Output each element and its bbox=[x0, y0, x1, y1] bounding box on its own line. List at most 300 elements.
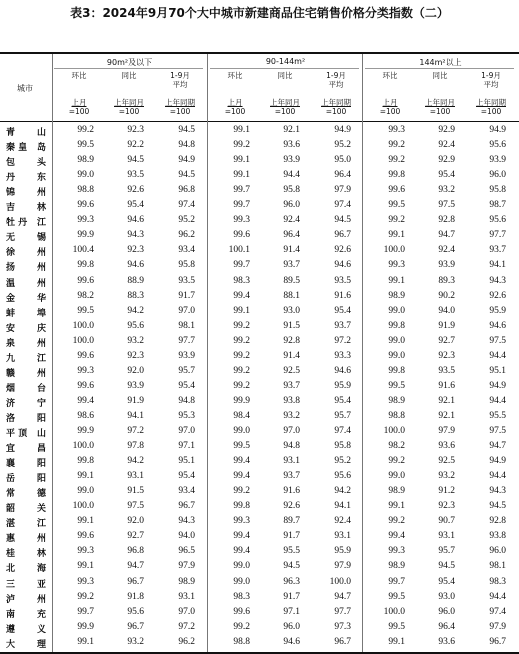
table-row bbox=[0, 304, 519, 319]
table-row bbox=[0, 605, 519, 620]
index-value: 94.9 bbox=[489, 456, 506, 467]
city-name bbox=[0, 351, 50, 363]
city-name-part: 州 bbox=[36, 263, 46, 274]
city-name-part: 南 bbox=[6, 609, 16, 620]
index-value: 98.1 bbox=[178, 320, 195, 331]
index-value: 99.1 bbox=[77, 561, 94, 572]
index-value: 96.2 bbox=[178, 636, 195, 647]
city-name-part: 州 bbox=[36, 248, 46, 259]
city-name bbox=[0, 456, 50, 468]
index-value: 99.3 bbox=[77, 215, 94, 226]
index-value: 89.7 bbox=[283, 516, 300, 527]
index-value: 96.2 bbox=[178, 230, 195, 241]
base-label-line: =100 bbox=[224, 107, 246, 116]
index-value: 94.4 bbox=[489, 591, 506, 602]
index-value: 92.8 bbox=[283, 335, 300, 346]
index-value: 96.4 bbox=[283, 230, 300, 241]
index-value: 94.7 bbox=[489, 441, 506, 452]
city-name-part: 徐 bbox=[6, 248, 16, 259]
index-value: 90.7 bbox=[438, 516, 455, 527]
index-value: 94.5 bbox=[178, 170, 195, 181]
index-value: 94.9 bbox=[489, 125, 506, 135]
index-value: 99.1 bbox=[77, 516, 94, 527]
city-column-header: 城市 bbox=[17, 84, 33, 93]
index-value: 99.2 bbox=[388, 140, 405, 151]
index-value: 94.5 bbox=[438, 561, 455, 572]
index-value: 95.7 bbox=[334, 410, 351, 421]
index-value: 92.0 bbox=[127, 365, 144, 376]
city-name-part: 关 bbox=[36, 504, 46, 515]
table-row bbox=[0, 243, 519, 258]
index-value: 95.8 bbox=[283, 185, 300, 196]
city-name-part: 州 bbox=[36, 278, 46, 289]
base-label-line: =100 bbox=[429, 107, 451, 116]
city-name-part: 包 bbox=[6, 158, 16, 169]
city-name-part: 韶 bbox=[6, 504, 16, 515]
index-value: 99.0 bbox=[233, 426, 250, 436]
index-value: 97.9 bbox=[334, 561, 351, 572]
index-value: 91.9 bbox=[127, 395, 144, 406]
city-name-part: 泉 bbox=[6, 338, 16, 349]
sub-column-header-line: 1-9月 bbox=[481, 71, 501, 80]
index-value: 98.8 bbox=[77, 185, 94, 196]
base-label bbox=[260, 98, 310, 116]
city-name-part: 青 bbox=[6, 128, 16, 138]
index-value: 95.7 bbox=[438, 546, 455, 557]
index-value: 96.0 bbox=[438, 606, 455, 617]
table-row bbox=[0, 289, 519, 304]
base-label bbox=[104, 98, 154, 116]
table-row bbox=[0, 349, 519, 364]
index-value: 98.3 bbox=[489, 576, 506, 587]
index-value: 92.7 bbox=[438, 335, 455, 346]
index-value: 92.5 bbox=[283, 365, 300, 376]
base-label-line: 上年同期 bbox=[321, 98, 351, 107]
city-name bbox=[0, 396, 50, 408]
index-value: 99.0 bbox=[77, 170, 94, 181]
index-value: 100.0 bbox=[72, 320, 94, 331]
index-value: 96.0 bbox=[283, 621, 300, 632]
index-value: 94.9 bbox=[334, 125, 351, 135]
city-name-part: 岛 bbox=[36, 143, 46, 154]
index-value: 95.4 bbox=[438, 576, 455, 587]
index-value: 97.4 bbox=[334, 200, 351, 211]
index-value: 93.6 bbox=[283, 140, 300, 151]
city-name-part: 州 bbox=[36, 534, 46, 545]
index-value: 94.7 bbox=[334, 591, 351, 602]
index-value: 99.6 bbox=[233, 230, 250, 241]
index-value: 99.5 bbox=[388, 591, 405, 602]
index-value: 92.6 bbox=[489, 290, 506, 301]
index-value: 93.8 bbox=[283, 395, 300, 406]
table-row bbox=[0, 499, 519, 514]
index-value: 99.1 bbox=[233, 170, 250, 181]
header-bottom-rule bbox=[0, 121, 519, 122]
index-value: 99.8 bbox=[77, 260, 94, 271]
index-value: 93.7 bbox=[283, 260, 300, 271]
index-value: 94.5 bbox=[178, 125, 195, 135]
index-value: 99.6 bbox=[388, 185, 405, 196]
index-value: 98.3 bbox=[233, 591, 250, 602]
index-value: 97.0 bbox=[178, 606, 195, 617]
table-row bbox=[0, 153, 519, 168]
index-value: 99.6 bbox=[77, 380, 94, 391]
city-name-part: 庆 bbox=[36, 323, 46, 334]
index-value: 92.1 bbox=[283, 125, 300, 135]
index-value: 93.0 bbox=[438, 591, 455, 602]
city-name bbox=[0, 366, 50, 378]
index-value: 94.6 bbox=[334, 260, 351, 271]
index-value: 99.3 bbox=[388, 260, 405, 271]
index-value: 95.8 bbox=[334, 441, 351, 452]
index-value: 99.4 bbox=[388, 531, 405, 542]
index-value: 98.9 bbox=[388, 561, 405, 572]
index-value: 94.2 bbox=[127, 305, 144, 316]
index-value: 93.7 bbox=[283, 471, 300, 482]
index-value: 98.2 bbox=[77, 290, 94, 301]
index-value: 93.9 bbox=[438, 260, 455, 271]
index-value: 95.6 bbox=[127, 320, 144, 331]
table-row bbox=[0, 635, 519, 650]
index-value: 99.6 bbox=[77, 275, 94, 286]
index-value: 100.0 bbox=[383, 606, 405, 617]
index-value: 93.7 bbox=[334, 320, 351, 331]
city-name-part: 常 bbox=[6, 489, 16, 500]
index-value: 99.0 bbox=[388, 471, 405, 482]
index-value: 99.8 bbox=[233, 501, 250, 512]
base-label-line: =100 bbox=[169, 107, 191, 116]
size-group-header: 90m²及以下 bbox=[106, 58, 153, 67]
index-value: 92.6 bbox=[127, 185, 144, 196]
index-value: 93.2 bbox=[127, 335, 144, 346]
index-value: 99.2 bbox=[233, 140, 250, 151]
base-label-line: 上年同期 bbox=[476, 98, 506, 107]
sub-column-header: 环比 bbox=[71, 71, 87, 80]
city-name-part: 金 bbox=[6, 293, 16, 304]
base-label bbox=[155, 98, 205, 116]
city-name bbox=[0, 622, 50, 634]
index-value: 99.2 bbox=[388, 516, 405, 527]
index-value: 94.5 bbox=[283, 561, 300, 572]
index-value: 93.4 bbox=[178, 486, 195, 497]
index-value: 95.9 bbox=[334, 380, 351, 391]
city-name-part: 泸 bbox=[6, 594, 16, 605]
index-value: 95.1 bbox=[178, 456, 195, 467]
index-value: 97.8 bbox=[127, 441, 144, 452]
sub-column-header-line: 1-9月 bbox=[326, 71, 346, 80]
city-name-part: 北 bbox=[6, 564, 16, 575]
index-value: 100.4 bbox=[72, 245, 94, 256]
index-value: 96.8 bbox=[178, 185, 195, 196]
city-name-part: 遵 bbox=[6, 624, 16, 635]
table-row bbox=[0, 213, 519, 228]
index-value: 96.7 bbox=[334, 636, 351, 647]
index-value: 99.1 bbox=[388, 636, 405, 647]
index-value: 97.7 bbox=[178, 335, 195, 346]
city-name-part: 江 bbox=[36, 218, 46, 229]
city-name bbox=[0, 486, 50, 498]
city-name bbox=[0, 441, 50, 453]
index-value: 93.9 bbox=[178, 350, 195, 361]
city-name-part: 平 顶 bbox=[6, 429, 28, 439]
index-value: 91.6 bbox=[334, 290, 351, 301]
index-value: 91.6 bbox=[283, 486, 300, 497]
index-value: 99.3 bbox=[388, 125, 405, 135]
index-value: 99.3 bbox=[233, 516, 250, 527]
index-value: 93.8 bbox=[489, 531, 506, 542]
city-name-part: 阳 bbox=[36, 474, 46, 485]
sub-column-header: 同比 bbox=[432, 71, 448, 80]
index-value: 93.7 bbox=[489, 245, 506, 256]
index-value: 93.4 bbox=[178, 245, 195, 256]
index-value: 96.5 bbox=[178, 546, 195, 557]
index-value: 99.3 bbox=[77, 576, 94, 587]
index-value: 97.2 bbox=[178, 621, 195, 632]
index-value: 91.9 bbox=[438, 320, 455, 331]
index-value: 92.1 bbox=[438, 410, 455, 421]
city-name bbox=[0, 155, 50, 167]
base-label-line: =100 bbox=[325, 107, 347, 116]
city-name-part: 山 bbox=[36, 429, 46, 439]
city-name-part: 理 bbox=[36, 639, 46, 650]
index-value: 99.1 bbox=[233, 125, 250, 135]
table-row bbox=[0, 394, 519, 409]
index-value: 97.5 bbox=[438, 200, 455, 211]
index-value: 99.1 bbox=[233, 305, 250, 316]
index-value: 96.3 bbox=[283, 576, 300, 587]
index-value: 93.5 bbox=[438, 365, 455, 376]
city-name bbox=[0, 185, 50, 197]
sub-column-header bbox=[466, 71, 516, 89]
index-value: 91.4 bbox=[283, 245, 300, 256]
city-name bbox=[0, 531, 50, 543]
index-value: 99.4 bbox=[233, 456, 250, 467]
index-value: 99.2 bbox=[77, 591, 94, 602]
city-name-part: 昌 bbox=[36, 444, 46, 455]
index-value: 95.9 bbox=[489, 305, 506, 316]
index-value: 95.9 bbox=[334, 546, 351, 557]
index-value: 94.0 bbox=[178, 531, 195, 542]
table-row bbox=[0, 364, 519, 379]
index-value: 100.0 bbox=[383, 426, 405, 436]
index-value: 88.3 bbox=[127, 290, 144, 301]
index-value: 97.4 bbox=[178, 200, 195, 211]
base-label bbox=[365, 98, 415, 116]
index-value: 96.4 bbox=[438, 621, 455, 632]
index-value: 100.0 bbox=[72, 501, 94, 512]
table-row bbox=[0, 484, 519, 499]
index-value: 99.1 bbox=[388, 230, 405, 241]
index-value: 92.3 bbox=[438, 501, 455, 512]
index-value: 92.8 bbox=[438, 215, 455, 226]
index-value: 94.5 bbox=[334, 215, 351, 226]
index-value: 95.7 bbox=[178, 365, 195, 376]
index-value: 97.1 bbox=[283, 606, 300, 617]
index-value: 99.2 bbox=[233, 320, 250, 331]
base-label bbox=[311, 98, 361, 116]
city-name-part: 林 bbox=[36, 203, 46, 214]
city-name-part: 安 bbox=[6, 323, 16, 334]
index-value: 94.3 bbox=[127, 230, 144, 241]
city-name bbox=[0, 200, 50, 212]
index-value: 92.4 bbox=[438, 245, 455, 256]
city-name-part: 蚌 bbox=[6, 308, 16, 319]
index-value: 95.6 bbox=[127, 606, 144, 617]
table-row bbox=[0, 439, 519, 454]
index-value: 91.7 bbox=[178, 290, 195, 301]
index-value: 99.2 bbox=[233, 335, 250, 346]
index-value: 91.5 bbox=[127, 486, 144, 497]
index-value: 92.6 bbox=[334, 245, 351, 256]
city-name-part: 德 bbox=[36, 489, 46, 500]
city-name-part: 岳 bbox=[6, 474, 16, 485]
index-value: 89.3 bbox=[438, 275, 455, 286]
table-row bbox=[0, 620, 519, 635]
base-label bbox=[415, 98, 465, 116]
index-value: 99.2 bbox=[77, 125, 94, 135]
index-value: 95.2 bbox=[334, 456, 351, 467]
index-value: 93.9 bbox=[127, 380, 144, 391]
city-name bbox=[0, 607, 50, 619]
size-group-header: 90-144m² bbox=[265, 57, 306, 66]
index-value: 98.6 bbox=[77, 410, 94, 421]
index-value: 94.4 bbox=[489, 471, 506, 482]
city-name-part: 山 bbox=[36, 128, 46, 138]
index-value: 94.3 bbox=[489, 275, 506, 286]
index-value: 93.5 bbox=[178, 275, 195, 286]
city-name-part: 三 bbox=[6, 579, 16, 590]
city-name bbox=[0, 336, 50, 348]
index-value: 96.4 bbox=[334, 170, 351, 181]
index-value: 93.3 bbox=[334, 350, 351, 361]
index-value: 89.5 bbox=[283, 275, 300, 286]
sub-column-header: 环比 bbox=[382, 71, 398, 80]
index-value: 94.6 bbox=[334, 365, 351, 376]
index-value: 94.8 bbox=[178, 140, 195, 151]
sub-column-header-line: 平均 bbox=[483, 80, 499, 89]
index-value: 99.2 bbox=[388, 155, 405, 166]
city-name-part: 洛 bbox=[6, 413, 16, 424]
city-name bbox=[0, 471, 50, 483]
index-value: 94.9 bbox=[489, 380, 506, 391]
city-name-part: 充 bbox=[36, 609, 46, 620]
index-value: 99.4 bbox=[233, 531, 250, 542]
index-value: 95.6 bbox=[489, 140, 506, 151]
city-name bbox=[0, 230, 50, 242]
city-name bbox=[0, 215, 50, 227]
index-value: 99.0 bbox=[77, 486, 94, 497]
base-label-line: =100 bbox=[274, 107, 296, 116]
index-value: 93.7 bbox=[283, 380, 300, 391]
index-value: 100.0 bbox=[72, 335, 94, 346]
city-name bbox=[0, 637, 50, 649]
index-value: 97.5 bbox=[489, 335, 506, 346]
index-value: 93.2 bbox=[283, 410, 300, 421]
index-value: 99.8 bbox=[388, 170, 405, 181]
table-row bbox=[0, 409, 519, 424]
index-value: 97.0 bbox=[178, 426, 195, 436]
index-value: 95.4 bbox=[438, 170, 455, 181]
sub-column-header: 同比 bbox=[277, 71, 293, 80]
index-value: 95.3 bbox=[178, 410, 195, 421]
index-value: 100.0 bbox=[329, 576, 351, 587]
base-label bbox=[54, 98, 104, 116]
city-name-part: 州 bbox=[36, 338, 46, 349]
index-value: 93.1 bbox=[283, 456, 300, 467]
table-row bbox=[0, 454, 519, 469]
index-value: 94.4 bbox=[283, 170, 300, 181]
index-value: 97.2 bbox=[127, 426, 144, 436]
city-name bbox=[0, 245, 50, 257]
city-name-part: 吉 bbox=[6, 203, 16, 214]
index-value: 98.3 bbox=[233, 275, 250, 286]
index-value: 93.2 bbox=[438, 185, 455, 196]
city-name-part: 东 bbox=[36, 173, 46, 184]
index-value: 88.9 bbox=[127, 275, 144, 286]
index-value: 95.4 bbox=[178, 471, 195, 482]
index-value: 99.7 bbox=[233, 260, 250, 271]
table-row bbox=[0, 168, 519, 183]
table-row bbox=[0, 544, 519, 559]
index-value: 100.0 bbox=[383, 245, 405, 256]
index-value: 99.3 bbox=[77, 546, 94, 557]
index-value: 98.4 bbox=[233, 410, 250, 421]
index-value: 92.0 bbox=[127, 516, 144, 527]
index-value: 96.7 bbox=[178, 501, 195, 512]
index-value: 99.2 bbox=[233, 486, 250, 497]
table-title: 表3：2024年9月70个大中城市新建商品住宅销售价格分类指数（二） bbox=[70, 6, 449, 20]
group-underline bbox=[54, 68, 203, 69]
index-value: 99.9 bbox=[77, 426, 94, 436]
index-value: 94.3 bbox=[489, 486, 506, 497]
city-name-part: 州 bbox=[36, 594, 46, 605]
index-value: 92.9 bbox=[438, 155, 455, 166]
city-name-part: 林 bbox=[36, 549, 46, 560]
table-row bbox=[0, 529, 519, 544]
base-label-line: =100 bbox=[379, 107, 401, 116]
index-value: 97.0 bbox=[178, 305, 195, 316]
index-value: 91.7 bbox=[283, 591, 300, 602]
sub-column-header: 环比 bbox=[227, 71, 243, 80]
index-value: 91.6 bbox=[438, 380, 455, 391]
index-value: 93.1 bbox=[334, 531, 351, 542]
city-name bbox=[0, 306, 50, 318]
index-value: 91.7 bbox=[283, 531, 300, 542]
index-value: 92.1 bbox=[438, 395, 455, 406]
index-value: 91.5 bbox=[283, 320, 300, 331]
index-value: 92.4 bbox=[283, 215, 300, 226]
index-value: 94.8 bbox=[178, 395, 195, 406]
city-name bbox=[0, 321, 50, 333]
index-value: 99.5 bbox=[77, 305, 94, 316]
index-value: 99.0 bbox=[233, 576, 250, 587]
index-value: 99.6 bbox=[77, 200, 94, 211]
index-value: 94.4 bbox=[489, 395, 506, 406]
city-name bbox=[0, 140, 50, 152]
table-row bbox=[0, 198, 519, 213]
index-value: 95.5 bbox=[489, 410, 506, 421]
index-value: 96.7 bbox=[127, 621, 144, 632]
index-value: 92.3 bbox=[438, 350, 455, 361]
index-value: 99.2 bbox=[388, 456, 405, 467]
index-value: 97.4 bbox=[489, 606, 506, 617]
index-value: 99.0 bbox=[388, 305, 405, 316]
index-value: 97.7 bbox=[489, 230, 506, 241]
index-value: 99.3 bbox=[77, 365, 94, 376]
table-row bbox=[0, 258, 519, 273]
city-name bbox=[0, 546, 50, 558]
city-name-part: 海 bbox=[36, 564, 46, 575]
